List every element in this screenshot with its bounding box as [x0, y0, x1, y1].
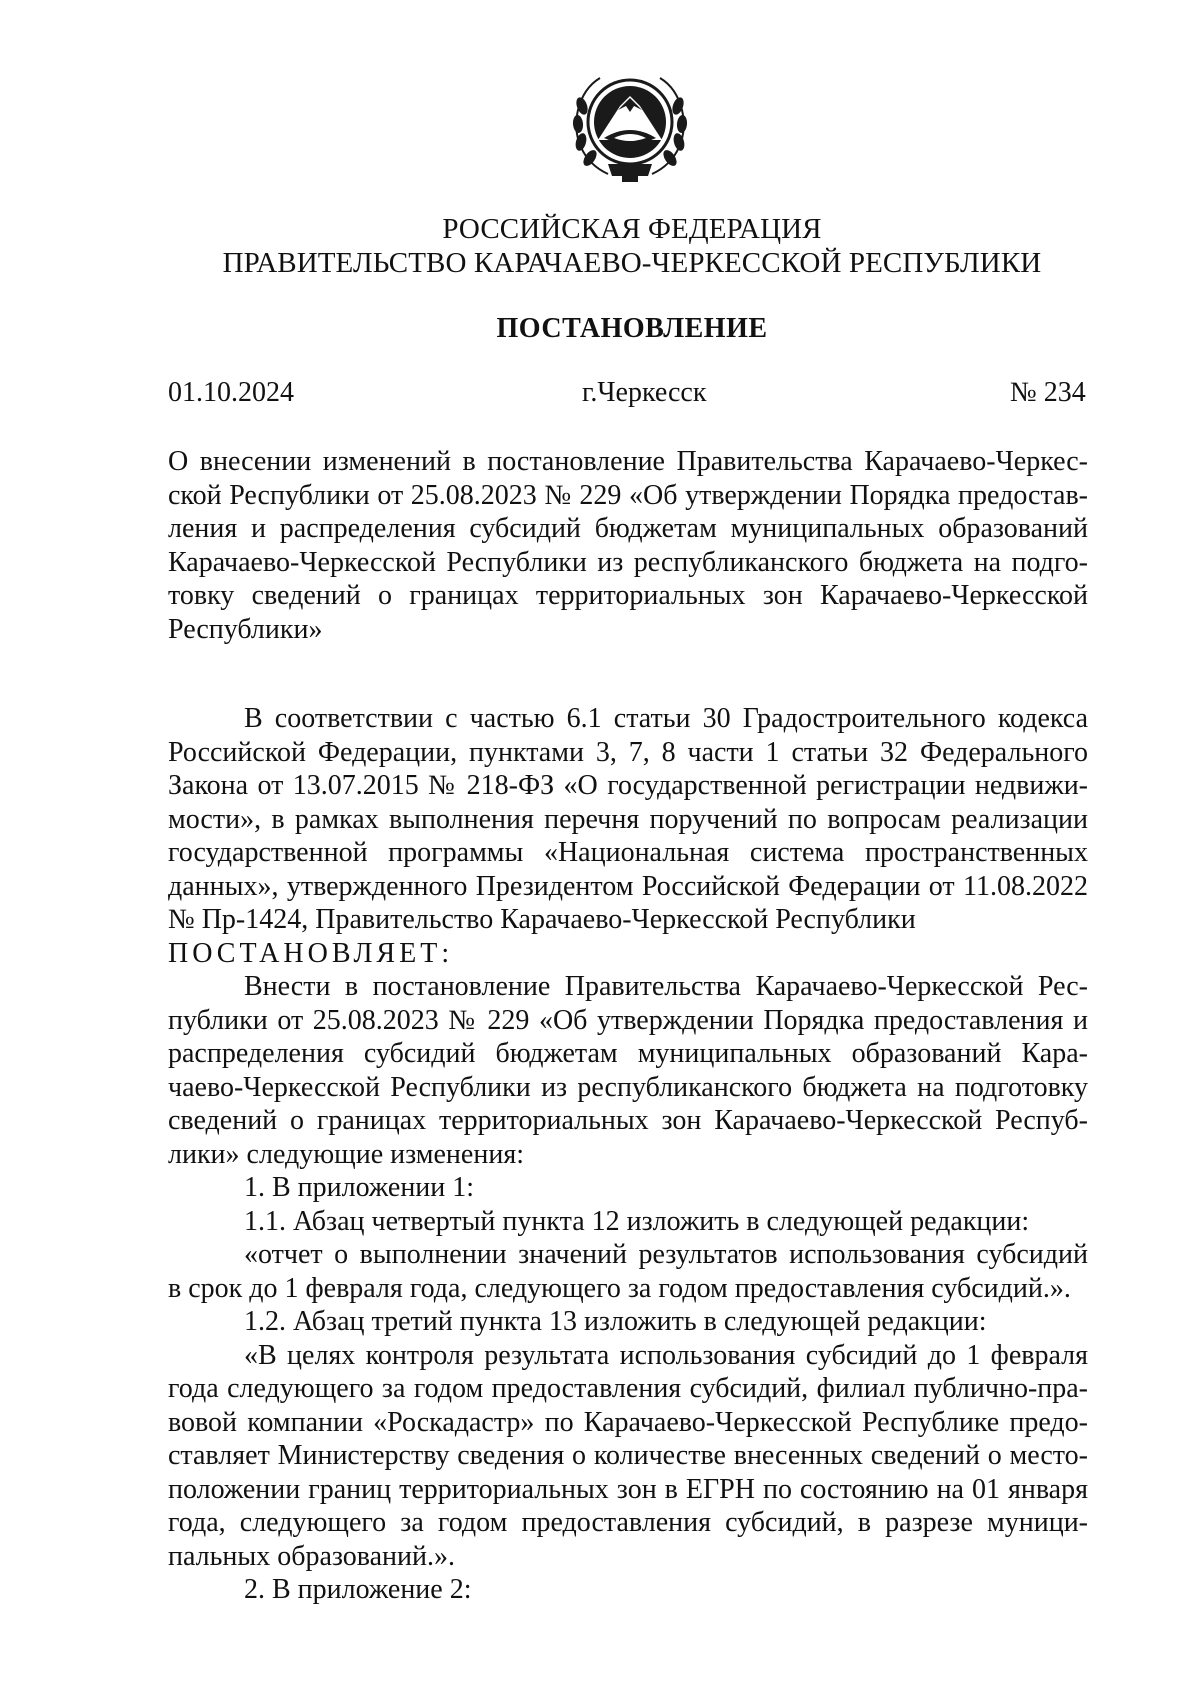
- body-line: сведений о границах территориальных зон Карачаево-Черкесской Респуб-: [168, 1105, 1088, 1136]
- list-item-1-1: 1.1. Абзац четвертый пункта 12 изложить в следующей редакции:: [244, 1205, 1030, 1237]
- list-item-1: 1. В приложении 1:: [244, 1172, 475, 1203]
- body-line: распределения субсидий бюджетам муниципальных образований Кара-: [168, 1038, 1088, 1069]
- body-line: чаево-Черкесской Республики из республиканского бюджета на подготовку: [168, 1071, 1088, 1103]
- title-line: ской Республики от 25.08.2023 № 229 «Об утверждении Порядка предостав-: [168, 479, 1088, 511]
- body-line: пальных образований.».: [168, 1540, 455, 1572]
- document-type-heading: ПОСТАНОВЛЕНИЕ: [496, 313, 768, 344]
- title-line: ления и распределения субсидий бюджетам муниципальных образований: [168, 513, 1088, 544]
- coat-of-arms-emblem-icon: [568, 66, 692, 188]
- document-city: г.Черкесск: [582, 377, 707, 408]
- body-line: вовой компании «Роскадастр» по Карачаево-Черкесской Республике предо-: [168, 1406, 1088, 1438]
- body-line: государственной программы «Национальная система пространственных: [168, 837, 1088, 868]
- body-line: «отчет о выполнении значений результатов использования субсидий: [244, 1239, 1088, 1270]
- list-item-1-2: 1.2. Абзац третий пункта 13 изложить в следующей редакции:: [244, 1306, 987, 1337]
- title-line: Карачаево-Черкесской Республики из республиканского бюджета на подго-: [168, 546, 1088, 578]
- resolves-keyword: ПОСТАНОВЛЯЕТ:: [168, 937, 454, 969]
- body-line: мости», в рамках выполнения перечня поручений по вопросам реализации: [168, 803, 1088, 835]
- body-line: года следующего за годом предоставления субсидий, филиал публично-пра-: [168, 1373, 1088, 1404]
- body-line: публики от 25.08.2023 № 229 «Об утверждении Порядка предоставления и: [168, 1004, 1088, 1036]
- body-line: положении границ территориальных зон в ЕГРН по состоянию на 01 января: [168, 1473, 1088, 1505]
- document-body: [168, 702, 1088, 1607]
- list-item-2: 2. В приложение 2:: [244, 1574, 472, 1605]
- title-line: товку сведений о границах территориальных зон Карачаево-Черкесской: [168, 580, 1088, 611]
- body-line: Внести в постановление Правительства Карачаево-Черкесской Рес-: [244, 971, 1088, 1002]
- document-number: № 234: [1010, 377, 1086, 408]
- title-line: О внесении изменений в постановление Правительства Карачаево-Черкес-: [168, 446, 1088, 477]
- government-heading: ПРАВИТЕЛЬСТВО КАРАЧАЕВО-ЧЕРКЕССКОЙ РЕСПУБЛИКИ: [222, 247, 1042, 279]
- body-line: в срок до 1 февраля года, следующего за годом предоставления субсидий.».: [168, 1272, 1071, 1304]
- body-line: № Пр-1424, Правительство Карачаево-Черкесской Республики: [168, 904, 916, 935]
- title-line: Республики»: [168, 613, 323, 645]
- body-line: данных», утвержденного Президентом Российской Федерации от 11.08.2022: [168, 870, 1088, 902]
- body-line: Закона от 13.07.2015 № 218-ФЗ «О государственной регистрации недвижи-: [168, 770, 1088, 801]
- country-heading: РОССИЙСКАЯ ФЕДЕРАЦИЯ: [442, 213, 822, 245]
- body-line: Российской Федерации, пунктами 3, 7, 8 части 1 статьи 32 Федерального: [168, 736, 1088, 768]
- body-line: В соответствии с частью 6.1 статьи 30 Градостроительного кодекса: [244, 703, 1088, 734]
- body-line: лики» следующие изменения:: [168, 1138, 524, 1170]
- body-line: ставляет Министерству сведения о количестве внесенных сведений о место-: [168, 1440, 1088, 1471]
- document-date: 01.10.2024: [168, 377, 294, 408]
- body-line: года, следующего за годом предоставления субсидий, в разрезе муници-: [168, 1507, 1088, 1538]
- document-title: [168, 445, 1088, 646]
- body-line: «В целях контроля результата использования субсидий до 1 февраля: [244, 1339, 1088, 1371]
